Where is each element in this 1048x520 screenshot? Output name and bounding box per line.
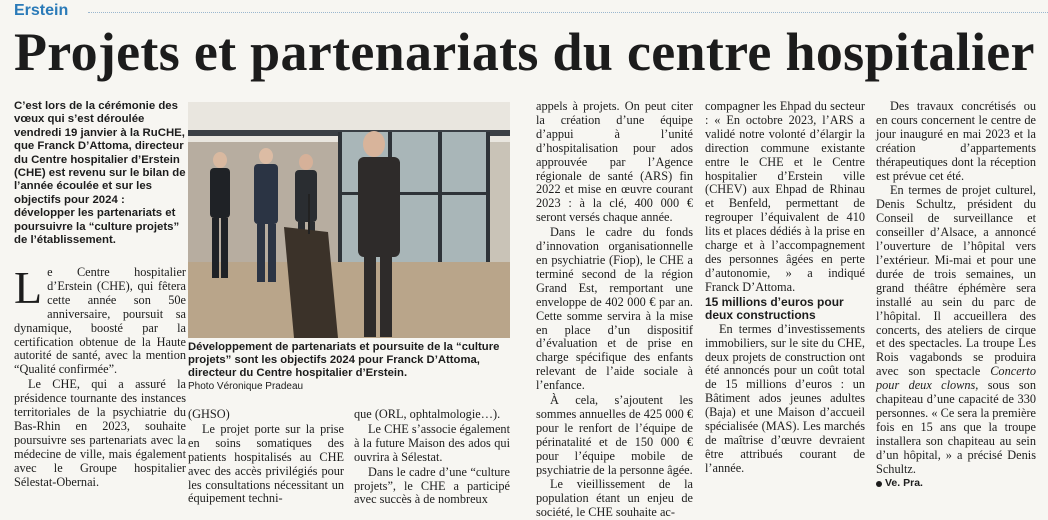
bullet-icon <box>876 481 882 487</box>
paragraph: Dans le cadre d’une “culture projets”, le CHE a participé avec succès à de nombreux <box>354 464 510 507</box>
paragraph: Le CHE s’associe également à la future Maison des ados qui ouvrira à Sélestat. <box>354 421 510 464</box>
lead-text: e Centre hospitalier d’Erstein (CHE), qui fêtera cette année son 50e anniversaire, poursuit sa dynamique, boosté par la certification obtenue de la Haute autorité de santé, avec la mention “Qualité confirmée”. <box>14 265 186 377</box>
column-4 <box>536 100 693 520</box>
paragraph: Le vieillissement de la population étant un enjeu de société, le CHE souhaite ac- <box>536 477 693 520</box>
paragraph: En termes d’investissements immobiliers, sur le site du CHE, deux projets de construction ont été annoncés pour un coût total de 15 millions d’euros : un Bâtiment ados jeunes adultes (Baja) et une Maison d’accueil spécialisée (MAS). Les marchés de maîtrise d’œuvre devraient être attribués courant de l’année. <box>705 321 865 475</box>
paragraph: Des travaux concrétisés ou en cours concernent le centre de jour inauguré en mai 2023 et la création d’appartements thérapeutiques dont la réception est prévue cet été. <box>876 99 1036 183</box>
headline: Projets et partenariats du centre hospitalier <box>14 22 1035 82</box>
article-photo <box>188 102 510 338</box>
article-intro: C’est lors de la cérémonie des vœux qui s’est déroulée vendredi 19 janvier à la RuCHE, que Franck D’Attoma, directeur du Centre hospitalier d’Erstein (CHE) est revenu sur le bilan de l’année écoulée et sur les objectifs pour 2024 : développer les partenariats et poursuivre la “culture projets” de l’établissement. <box>14 100 186 247</box>
photo-credit: Photo Véronique Pradeau <box>188 381 304 392</box>
column-3 <box>354 408 510 507</box>
paragraph: compagner les Ehpad du secteur : « En octobre 2023, l’ARS a validé notre volonté d’élargir la direction commune existante entre le CHE et le Centre hospitalier d’Erstein ville (CHEV) aux Ehpad de Rhinau et Benfeld, permettant de regrouper l’équivalent de 410 lits et places dédiés à la prise en charge et à l’accompagnement des personnes âgées en perte d’autonomie, » a indiqué Franck D’Attoma. <box>705 99 865 294</box>
lead-paragraph <box>14 262 186 377</box>
section-label: Erstein <box>14 2 69 19</box>
drop-cap: L <box>14 262 43 313</box>
subheading: 15 millions d’euros pour deux constructions <box>705 294 844 322</box>
column-2 <box>188 408 344 506</box>
photo-caption <box>188 341 510 393</box>
paragraph: que (ORL, ophtalmologie…). <box>354 407 501 421</box>
paragraph: appels à projets. On peut citer la création d’une équipe d’appui à l’unité d’hospitalisation pour ados approuvée par l’Agence régionale de santé (ARS) fin 2022 et mise en œuvre courant 2023 : à la clé, 400 000 € seront versés chaque année. <box>536 99 693 225</box>
caption-text: Développement de partenariats et poursuite de la “culture projets” sont les objectifs 2024 pour Franck D’Attoma, directeur du Centre hospitalier d’Erstein. <box>188 341 500 379</box>
ceremony-photo-illustration <box>188 102 510 338</box>
column-5 <box>705 100 865 476</box>
paragraph: (GHSO) <box>188 407 230 421</box>
signature-text: Ve. Pra. <box>885 477 923 490</box>
column-1 <box>14 262 186 490</box>
paragraph-text: , sous son chapiteau d’une capacité de 330 personnes. « Ce sera la première fois en 15 ans que la troupe installera son chapiteau au sein d’un hôpital, » a précisé Denis Schultz. <box>876 378 1036 476</box>
author-signature <box>876 477 1036 491</box>
section-rule <box>88 12 1048 13</box>
paragraph: Le projet porte sur la prise en soins somatiques des patients hospitalisés au CHE avec des accès privilégiés pour les consultations nécessitant un équipement techni- <box>188 421 344 506</box>
paragraph: Dans le cadre du fonds d’innovation organisationnelle en psychiatrie (Fiop), le CHE a terminé second de la région Grand Est, remportant une enveloppe de 402 000 € par an. Cette somme servira à la mise en place d’un dispositif d’évaluation et de prise en charge spécifique des enfants relevant de l’aide sociale à l’enfance. <box>536 225 693 393</box>
paragraph: À cela, s’ajoutent les sommes annuelles de 425 000 € pour le renfort de l’équipe de périnatalité et de 150 000 € pour l’équipe mobile de psychiatrie de la personne âgée. <box>536 393 693 477</box>
paragraph <box>876 184 1036 476</box>
paragraph-text: En termes de projet culturel, Denis Schultz, président du Conseil de surveillance et conseiller d’Alsace, a annoncé l’ouverture de l’hôpital vers l’extérieur. Mi-mai et pour une durée de trois semaines, un grand théâtre éphémère sera installé au sein du parc de l’hôpital. Il accueillera des concerts, des ateliers de cirque et des spectacles. La troupe Les Rois vagabonds se produira avec son spectacle <box>876 183 1036 379</box>
paragraph: Le CHE, qui a assuré la présidence tournante des instances territoriales de la psychiatrie du Bas-Rhin en 2023, souhaite poursuivre ses partenariats avec la médecine de ville, mais également avec le Groupe hospitalier Sélestat-Obernai. <box>14 377 186 489</box>
show-title: Concerto pour deux clowns <box>876 364 1036 393</box>
column-6 <box>876 100 1036 491</box>
